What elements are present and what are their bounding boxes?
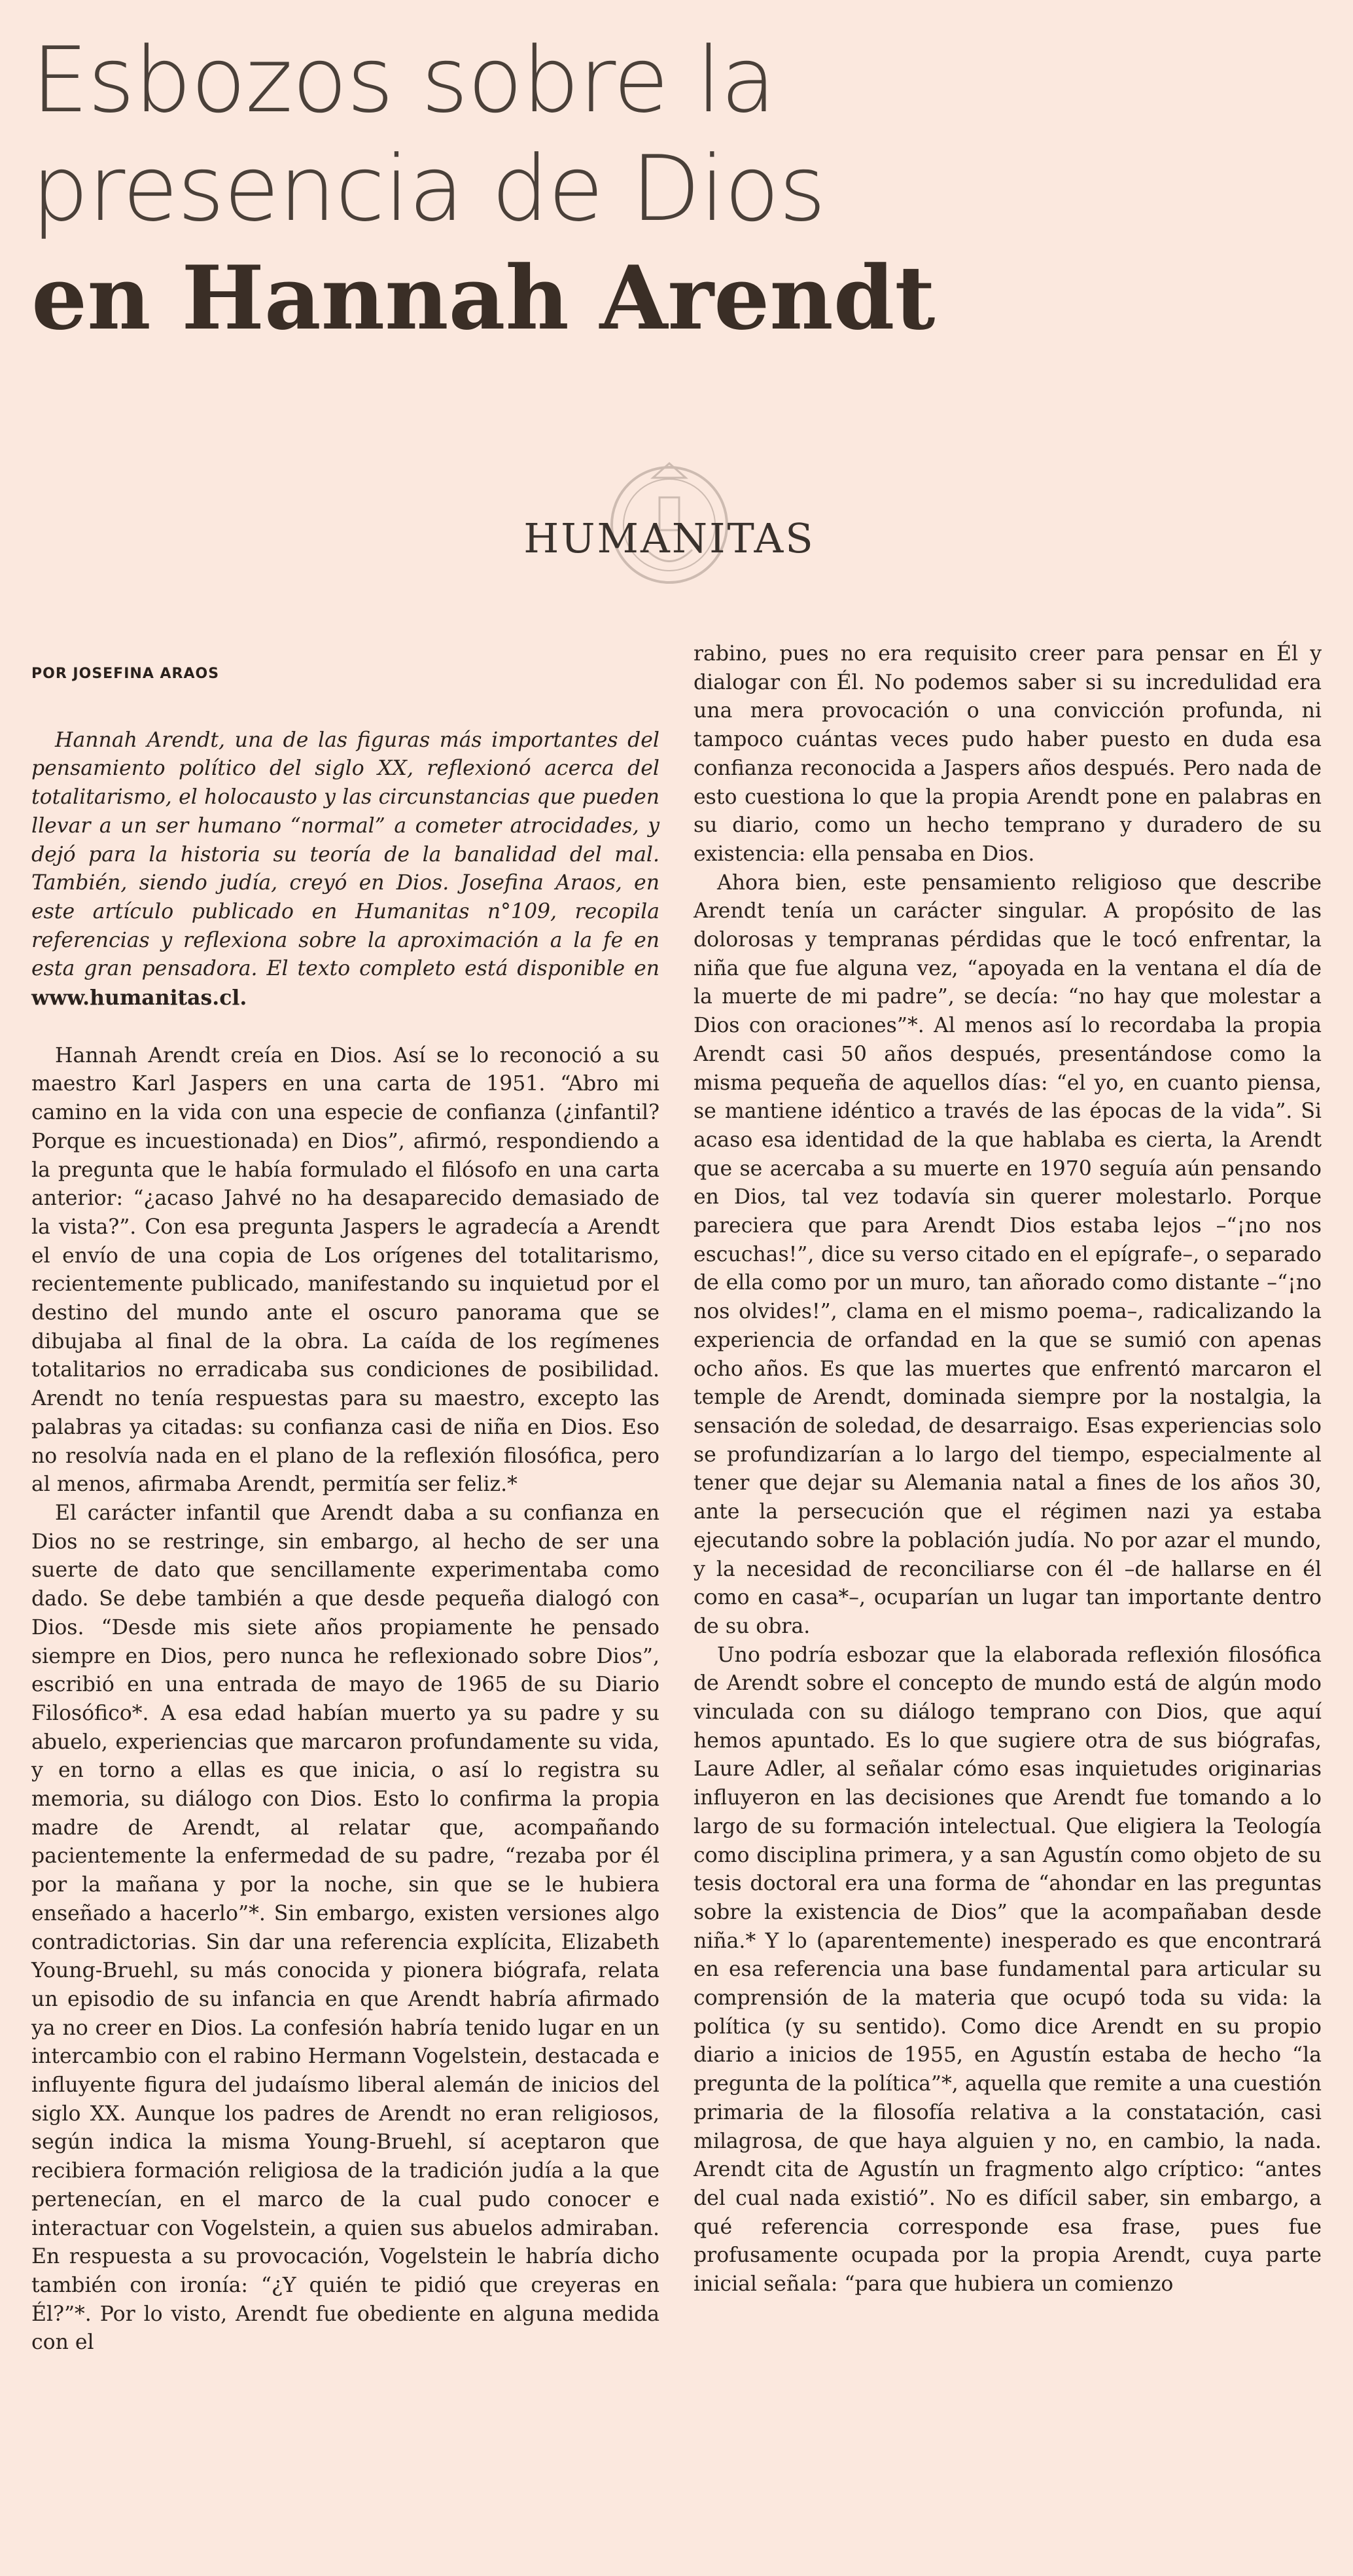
lead-text: Hannah Arendt, una de las figuras más importantes del pensamiento político del siglo XX, reflexionó acerca del totalitarismo, el holocausto y las circunstancias que pueden llevar a un ser humano “normal” a cometer atrocidades, y dejó para la historia su teoría de la banalidad del mal. También, siendo judía, creyó en Dios. Josefina Araos, en este artículo publicado en Humanitas n°109, recopila referencias y reflexiona sobre la aproximación a la fe en esta gran pensadora. El texto completo está disponible en [31,728,659,981]
title-line-1: Esbozos sobre la [31,27,776,133]
humanitas-logo [509,452,830,602]
title-line-2: presencia de Dios [31,136,826,241]
body-paragraph: rabino, pues no era requisito creer para pensar en Él y dialogar con Él. No podemos saber si su incredulidad era una mera provocación o una convicción profunda, ni tampoco cuántas veces pudo haber puesto en duda esa confianza reconocida a Jaspers años después. Pero nada de esto cuestiona lo que la propia Arendt pone en palabras en su diario, como un hecho temprano y duradero de su existencia: ella pensaba en Dios. [694,642,1322,866]
byline: POR JOSEFINA ARAOS [31,666,220,682]
body-paragraph: El carácter infantil que Arendt daba a su confianza en Dios no se restringe, sin embargo, al hecho de ser una suerte de dato que sencillamente experimentaba como dado. Se debe también a que desde pequeña dialogó con Dios. “Desde mis siete años propiamente he pensado siempre en Dios, pero nunca he reflexionado sobre Dios”, escribió en una entrada de mayo de 1965 de su Diario Filosófico*. A esa edad habían muerto ya su padre y su abuelo, experiencias que marcaron profundamente su vida, y en torno a ellas es que inicia, o así lo registra su memoria, su diálogo con Dios. Esto lo confirma la propia madre de Arendt, al relatar que, acompañando pacientemente la enfermedad de su padre, “rezaba por él por la mañana y por la noche, sin que se le hubiera enseñado a hacerlo”*. Sin embargo, existen versiones algo contradictorias. Sin dar una referencia explícita, Elizabeth Young-Bruehl, su más conocida y pionera biógrafa, relata un episodio de su infancia en que Arendt habría afirmado ya no creer en Dios. La confesión habría tenido lugar en un intercambio con el rabino Hermann Vogelstein, destacada e influyente figura del judaísmo liberal alemán de inicios del siglo XX. Aunque los padres de Arendt no eran religiosos, según indica la misma Young-Bruehl, sí aceptaron que recibiera formación religiosa de la tradición judía a la que pertenecían, en el marco de la cual pudo conocer e interactuar con Vogelstein, a quien sus abuelos admiraban. En respuesta a su provocación, Vogelstein le habría dicho también con ironía: “¿Y quién te pidió que creyeras en Él?”*. Por lo visto, Arendt fue obediente en alguna medida con el [31,1501,659,2355]
lead-url: www.humanitas.cl. [31,986,247,1011]
body-paragraph: Ahora bien, este pensamiento religioso que describe Arendt tenía un carácter singular. A propósito de las dolorosas y tempranas pérdidas que le tocó enfrentar, la niña que fue alguna vez, “apoyada en la ventana el día de la muerte de mi padre”, se decía: “no hay que molestar a Dios con oraciones”*. Al menos así lo recordaba la propia Arendt casi 50 años después, presentándose como la misma pequeña de aquellos días: “el yo, en cuanto piensa, se mantiene idéntico a través de las épocas de la vida”. Si acaso esa identidad de la que hablaba es cierta, la Arendt que se acercaba a su muerte en 1970 seguía aún pensando en Dios, tal vez todavía sin querer molestarlo. Porque pareciera que para Arendt Dios estaba lejos –“¡no nos escuchas!”, dice su verso citado en el epígrafe–, o separado de ella como por un muro, tan añorado como distante –“¡no nos olvides!”, clama en el mismo poema–, radicalizando la experiencia de orfandad en la que se sumió con apenas ocho años. Es que las muertes que enfrentó marcaron el temple de Arendt, dominada siempre por la nostalgia, la sensación de soledad, de desarraigo. Esas experiencias solo se profundizarían a lo largo del tiempo, especialmente al tener que dejar su Alemania natal a fines de los años 30, ante la persecución que el régimen nazi ya estaba ejecutando sobre la población judía. No por azar el mundo, y la necesidad de reconciliarse con él –de hallarse en él como en casa*–, ocuparían un lugar tan importante dentro de su obra. [694,870,1322,1638]
left-column [31,648,659,2357]
body-paragraph: Hannah Arendt creía en Dios. Así se lo reconoció a su maestro Karl Jaspers en una carta de 1951. “Abro mi camino en la vida con una especie de confianza (¿infantil? Porque es incuestionada) en Dios”, afirmó, respondiendo a la pregunta que le había formulado el filósofo en una carta anterior: “¿acaso Jahvé no ha desaparecido demasiado de la vista?”. Con esa pregunta Jaspers le agradecía a Arendt el envío de una copia de Los orígenes del totalitarismo, recientemente publicado, manifestando su inquietud por el destino del mundo ante el oscuro panorama que se dibujaba al final de la obra. La caída de los regímenes totalitarios no erradicaba sus condiciones de posibilidad. Arendt no tenía respuestas para su maestro, excepto las palabras ya citadas: su confianza casi de niña en Dios. Eso no resolvía nada en el plano de la reflexión filosófica, pero al menos, afirmaba Arendt, permitía ser feliz.* [31,1043,659,1497]
body-paragraph: Uno podría esbozar que la elaborada reflexión filosófica de Arendt sobre el concepto de mundo está de algún modo vinculada con su diálogo temprano con Dios, que aquí hemos apuntado. Es lo que sugiere otra de sus biógrafas, Laure Adler, al señalar cómo esas inquietudes originarias influyeron en las decisiones que Arendt fue tomando a lo largo de su formación intelectual. Que eligiera la Teología como disciplina primera, y a san Agustín como objeto de su tesis doctoral era una forma de “ahondar en las preguntas sobre la existencia de Dios” que la acompañaban desde niña.* Y lo (aparentemente) inesperado es que encontrará en esa referencia una base fundamental para articular su comprensión de la materia que ocupó toda su vida: la política (y su sentido). Como dice Arendt en su propio diario a inicios de 1955, en Agustín estaba de hecho “la pregunta de la política”*, aquella que remite a una cuestión primaria de la filosofía relativa a la constatación, casi milagrosa, de que haya alguien y no, en cambio, la nada. Arendt cita de Agustín un fragmento algo críptico: “antes del cual nada existió”. No es difícil saber, sin embargo, a qué referencia corresponde esa frase, pues fue profusamente ocupada por la propia Arendt, cuya parte inicial señala: “para que hubiera un comienzo [694,1643,1322,2297]
logo-wordmark: HUMANITAS [523,514,815,562]
lead-paragraph [31,726,659,1013]
article-title [31,26,1144,352]
right-column [694,640,1322,2299]
title-line-3: en Hannah Arendt [31,246,936,349]
